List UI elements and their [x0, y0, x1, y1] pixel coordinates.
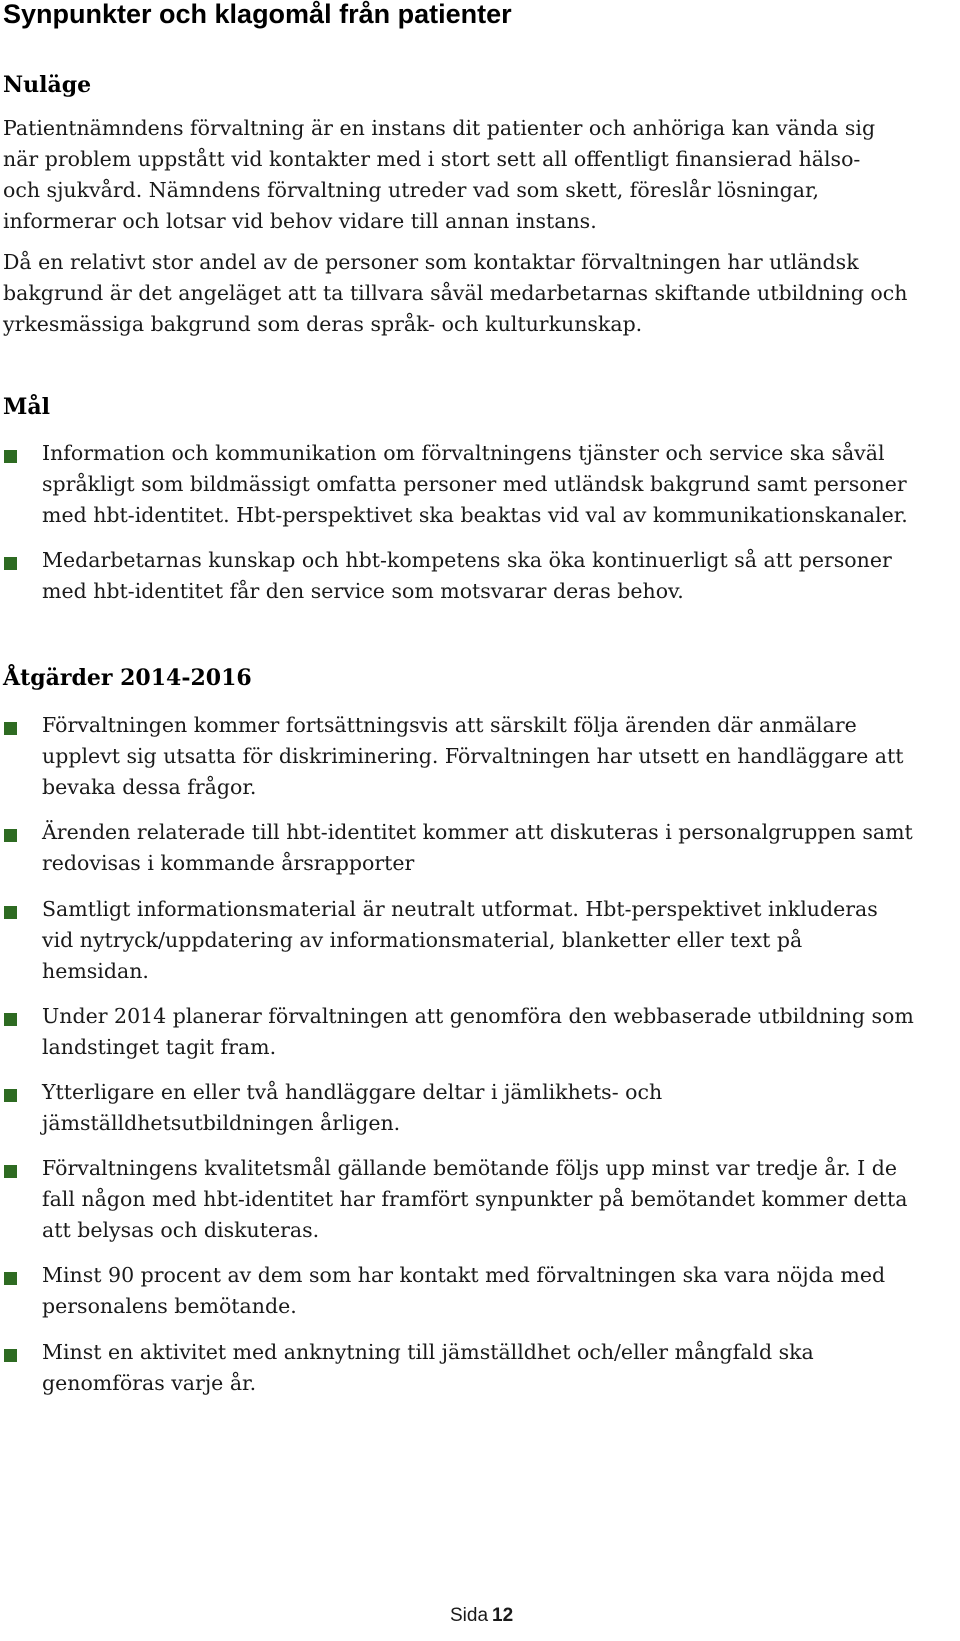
paragraph-nulage-background: [3, 247, 958, 340]
text-line: Ärenden relaterade till hbt-identitet kommer att diskuteras i personalgruppen samt: [42, 820, 913, 844]
list-item-text: [42, 894, 878, 987]
paragraph-nulage-intro: [3, 113, 958, 237]
square-bullet-icon: [4, 1165, 17, 1178]
square-bullet-icon: [4, 829, 17, 842]
list-item-text: [42, 1077, 662, 1139]
page-footer: [450, 1604, 513, 1628]
text-line: Förvaltningen kommer fortsättningsvis att särskilt följa ärenden där anmälare: [42, 713, 857, 737]
text-line: redovisas i kommande årsrapporter: [42, 851, 415, 875]
text-line: Medarbetarnas kunskap och hbt-kompetens ska öka kontinuerligt så att personer: [42, 548, 892, 572]
text-line: Förvaltningens kvalitetsmål gällande bemötande följs upp minst var tredje år. I de: [42, 1156, 898, 1180]
square-bullet-icon: [4, 1349, 17, 1362]
text-line: upplevt sig utsatta för diskriminering. Förvaltningen har utsett en handläggare att: [42, 744, 904, 768]
list-item-text: [42, 1337, 814, 1399]
square-bullet-icon: [4, 1013, 17, 1026]
section-heading-mal: Mål: [3, 394, 50, 420]
list-item-text: [42, 710, 903, 803]
list-item-text: [42, 1001, 914, 1063]
text-line: fall någon med hbt-identitet har framfört synpunkter på bemötandet kommer detta: [42, 1187, 908, 1211]
text-line: jämställdhetsutbildningen årligen.: [42, 1111, 401, 1135]
text-line: Information och kommunikation om förvaltningens tjänster och service ska såväl: [42, 441, 885, 465]
text-line: med hbt-identitet. Hbt-perspektivet ska beaktas vid val av kommunikationskanaler.: [42, 503, 908, 527]
page-number: 12: [492, 1605, 514, 1626]
square-bullet-icon: [4, 1272, 17, 1285]
text-line: när problem uppstått vid kontakter med i stort sett all offentligt finansierad hälso-: [3, 147, 861, 171]
text-line: bevaka dessa frågor.: [42, 775, 257, 799]
text-line: personalens bemötande.: [42, 1294, 297, 1318]
text-line: Ytterligare en eller två handläggare deltar i jämlikhets- och: [42, 1080, 663, 1104]
text-line: Minst 90 procent av dem som har kontakt med förvaltningen ska vara nöjda med: [42, 1263, 886, 1287]
text-line: Under 2014 planerar förvaltningen att genomföra den webbaserade utbildning som: [42, 1004, 914, 1028]
text-line: Patientnämndens förvaltning är en instans dit patienter och anhöriga kan vända sig: [3, 116, 876, 140]
text-line: yrkesmässiga bakgrund som deras språk- och kulturkunskap.: [3, 312, 643, 336]
text-line: med hbt-identitet får den service som motsvarar deras behov.: [42, 579, 684, 603]
square-bullet-icon: [4, 722, 17, 735]
text-line: Minst en aktivitet med anknytning till jämställdhet och/eller mångfald ska: [42, 1340, 814, 1364]
text-line: och sjukvård. Nämndens förvaltning utreder vad som skett, föreslår lösningar,: [3, 178, 820, 202]
list-item-text: [42, 817, 913, 879]
list-item-text: [42, 1260, 885, 1322]
text-line: genomföras varje år.: [42, 1371, 257, 1395]
text-line: hemsidan.: [42, 959, 149, 983]
text-line: språkligt som bildmässigt omfatta personer med utländsk bakgrund samt personer: [42, 472, 907, 496]
square-bullet-icon: [4, 557, 17, 570]
list-item-text: [42, 545, 892, 607]
page-title: Synpunkter och klagomål från patienter: [3, 0, 512, 29]
section-heading-nulage: Nuläge: [3, 72, 92, 98]
text-line: informerar och lotsar vid behov vidare till annan instans.: [3, 209, 597, 233]
text-line: vid nytryck/uppdatering av informationsmaterial, blanketter eller text på: [42, 928, 803, 952]
section-heading-atgarder: Åtgärder 2014-2016: [3, 665, 252, 691]
text-line: bakgrund är det angeläget att ta tillvara såväl medarbetarnas skiftande utbildning och: [3, 281, 908, 305]
text-line: Samtligt informationsmaterial är neutralt utformat. Hbt-perspektivet inkluderas: [42, 897, 878, 921]
list-item-text: [42, 1153, 908, 1246]
list-item-text: [42, 438, 908, 531]
text-line: Då en relativt stor andel av de personer som kontaktar förvaltningen har utländsk: [3, 250, 859, 274]
text-line: att belysas och diskuteras.: [42, 1218, 320, 1242]
square-bullet-icon: [4, 906, 17, 919]
page-label: Sida: [450, 1605, 489, 1626]
square-bullet-icon: [4, 450, 17, 463]
text-line: landstinget tagit fram.: [42, 1035, 277, 1059]
square-bullet-icon: [4, 1089, 17, 1102]
